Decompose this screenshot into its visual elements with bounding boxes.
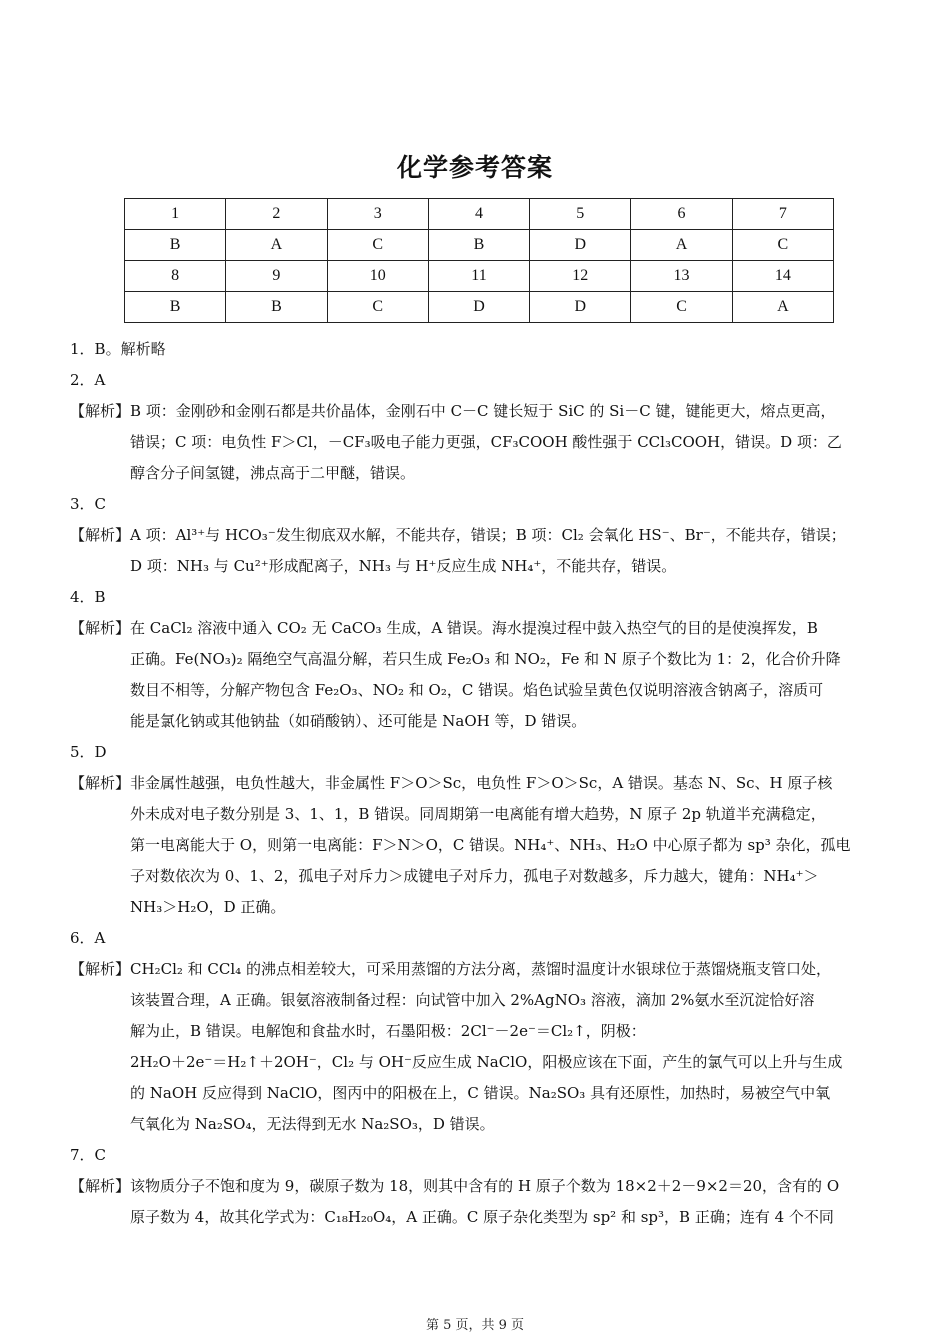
- question-answer: 4．B: [70, 588, 106, 606]
- answer-table-cell: D: [428, 292, 529, 323]
- answer-table-cell: A: [226, 230, 327, 261]
- analysis-tag: 【解析】: [70, 526, 131, 544]
- answer-table-cell: B: [125, 292, 226, 323]
- answer-table-cell: 13: [631, 261, 732, 292]
- analysis-line: 正确。Fe(NO₃)₂ 隔绝空气高温分解，若只生成 Fe₂O₃ 和 NO₂，Fe 和 N 原子个数比为 1：2，化合价升降: [130, 650, 841, 668]
- analysis-line: 第一电离能大于 O，则第一电离能：F＞N＞O，C 错误。NH₄⁺、NH₃、H₂O 中心原子都为 sp³ 杂化，孤电: [130, 836, 851, 854]
- analysis-line: 醇含分子间氢键，沸点高于二甲醚，错误。: [130, 464, 416, 482]
- answer-table-cell: 5: [530, 199, 631, 230]
- analysis-line: 该物质分子不饱和度为 9，碳原子数为 18，则其中含有的 H 原子个数为 18×2＋2－9×2＝20，含有的 O: [130, 1177, 840, 1195]
- analysis-line: 非金属性越强，电负性越大，非金属性 F＞O＞Sc，电负性 F＞O＞Sc，A 错误。基态 N、Sc、H 原子核: [130, 774, 833, 792]
- analysis-tag: 【解析】: [70, 1177, 131, 1195]
- answer-table-cell: 2: [226, 199, 327, 230]
- analysis-block: [70, 613, 895, 737]
- answer-table-cell: D: [530, 230, 631, 261]
- analysis-line: A 项：Al³⁺与 HCO₃⁻发生彻底双水解，不能共存，错误；B 项：Cl₂ 会氧化 HS⁻、Br⁻，不能共存，错误；: [130, 526, 846, 544]
- answer-table-cell: 4: [428, 199, 529, 230]
- answer-table-cell: 12: [530, 261, 631, 292]
- answer-table: [124, 198, 834, 323]
- answer-table-cell: A: [732, 292, 833, 323]
- analysis-tag: 【解析】: [70, 402, 131, 420]
- analysis-line: 解为止，B 错误。电解饱和食盐水时，石墨阳极：2Cl⁻－2e⁻＝Cl₂↑，阴极：: [130, 1022, 646, 1040]
- analysis-line: D 项：NH₃ 与 Cu²⁺形成配离子，NH₃ 与 H⁺反应生成 NH₄⁺，不能共存，错误。: [130, 557, 677, 575]
- question-answer: 3．C: [70, 495, 107, 513]
- page-title: 化学参考答案: [396, 153, 553, 182]
- analysis-tag: 【解析】: [70, 960, 131, 978]
- analysis-line: NH₃＞H₂O，D 正确。: [130, 898, 286, 916]
- analysis-line: 的 NaOH 反应得到 NaClO，图丙中的阳极在上，C 错误。Na₂SO₃ 具有还原性，加热时，易被空气中氧: [130, 1084, 831, 1102]
- question-answer: 6．A: [70, 929, 106, 947]
- answer-table-cell: C: [327, 230, 428, 261]
- question-answer: 7．C: [70, 1146, 107, 1164]
- answer-table-cell: 7: [732, 199, 833, 230]
- analysis-line: B 项：金刚砂和金刚石都是共价晶体，金刚石中 C－C 键长短于 SiC 的 Si－C 键，键能更大，熔点更高，: [130, 402, 836, 420]
- analysis-block: [70, 768, 895, 923]
- answer-table-row: [125, 292, 834, 323]
- analysis-line: 子对数依次为 0、1、2，孤电子对斥力＞成键电子对斥力，孤电子对数越多，斥力越大，键角：NH₄⁺＞: [130, 867, 819, 885]
- analysis-block: [70, 954, 895, 1140]
- analysis-line: 能是氯化钠或其他钠盐（如硝酸钠）、还可能是 NaOH 等，D 错误。: [130, 712, 587, 730]
- analysis-content: [70, 334, 895, 1233]
- answer-table-cell: 6: [631, 199, 732, 230]
- answer-table-cell: B: [428, 230, 529, 261]
- answer-table-cell: 10: [327, 261, 428, 292]
- analysis-line: 在 CaCl₂ 溶液中通入 CO₂ 无 CaCO₃ 生成，A 错误。海水提溴过程中鼓入热空气的目的是使溴挥发，B: [130, 619, 818, 637]
- analysis-line: 错误；C 项：电负性 F＞Cl，－CF₃吸电子能力更强，CF₃COOH 酸性强于 CCl₃COOH，错误。D 项：乙: [130, 433, 842, 451]
- analysis-line: 数目不相等，分解产物包含 Fe₂O₃、NO₂ 和 O₂，C 错误。焰色试验呈黄色仅说明溶液含钠离子，溶质可: [130, 681, 824, 699]
- answer-table-cell: B: [125, 230, 226, 261]
- answer-table-row: [125, 230, 834, 261]
- analysis-tag: 【解析】: [70, 619, 131, 637]
- analysis-line: 该装置合理，A 正确。银氨溶液制备过程：向试管中加入 2%AgNO₃ 溶液，滴加 2%氨水至沉淀恰好溶: [130, 991, 815, 1009]
- answer-table-row: [125, 261, 834, 292]
- analysis-tag: 【解析】: [70, 774, 131, 792]
- analysis-line: 外未成对电子数分别是 3、1、1，B 错误。同周期第一电离能有增大趋势，N 原子 2p 轨道半充满稳定，: [130, 805, 826, 823]
- page-footer: 第 5 页，共 9 页: [425, 1318, 525, 1333]
- analysis-line: 原子数为 4，故其化学式为：C₁₈H₂₀O₄，A 正确。C 原子杂化类型为 sp² 和 sp³，B 正确；连有 4 个不同: [130, 1208, 834, 1226]
- answer-table-cell: 1: [125, 199, 226, 230]
- answer-table-cell: 3: [327, 199, 428, 230]
- answer-table-cell: C: [732, 230, 833, 261]
- answer-table-cell: 8: [125, 261, 226, 292]
- answer-table-cell: 9: [226, 261, 327, 292]
- analysis-line: CH₂Cl₂ 和 CCl₄ 的沸点相差较大，可采用蒸馏的方法分离，蒸馏时温度计水银球位于蒸馏烧瓶支管口处，: [130, 960, 831, 978]
- analysis-line: 2H₂O＋2e⁻＝H₂↑＋2OH⁻，Cl₂ 与 OH⁻反应生成 NaClO，阳极应该在下面，产生的氯气可以上升与生成: [130, 1053, 843, 1071]
- answer-table-cell: A: [631, 230, 732, 261]
- analysis-block: [70, 520, 895, 582]
- analysis-block: [70, 1171, 895, 1233]
- answer-table-row: [125, 199, 834, 230]
- answer-table-cell: B: [226, 292, 327, 323]
- analysis-line: 气氧化为 Na₂SO₄，无法得到无水 Na₂SO₃，D 错误。: [130, 1115, 495, 1133]
- analysis-block: [70, 396, 895, 489]
- answer-table-cell: 11: [428, 261, 529, 292]
- question-answer: 2．A: [70, 371, 106, 389]
- answer-table-cell: D: [530, 292, 631, 323]
- question-answer: 1．B。解析略: [70, 340, 166, 358]
- answer-table-cell: 14: [732, 261, 833, 292]
- answer-table-cell: C: [631, 292, 732, 323]
- question-answer: 5．D: [70, 743, 107, 761]
- answer-table-cell: C: [327, 292, 428, 323]
